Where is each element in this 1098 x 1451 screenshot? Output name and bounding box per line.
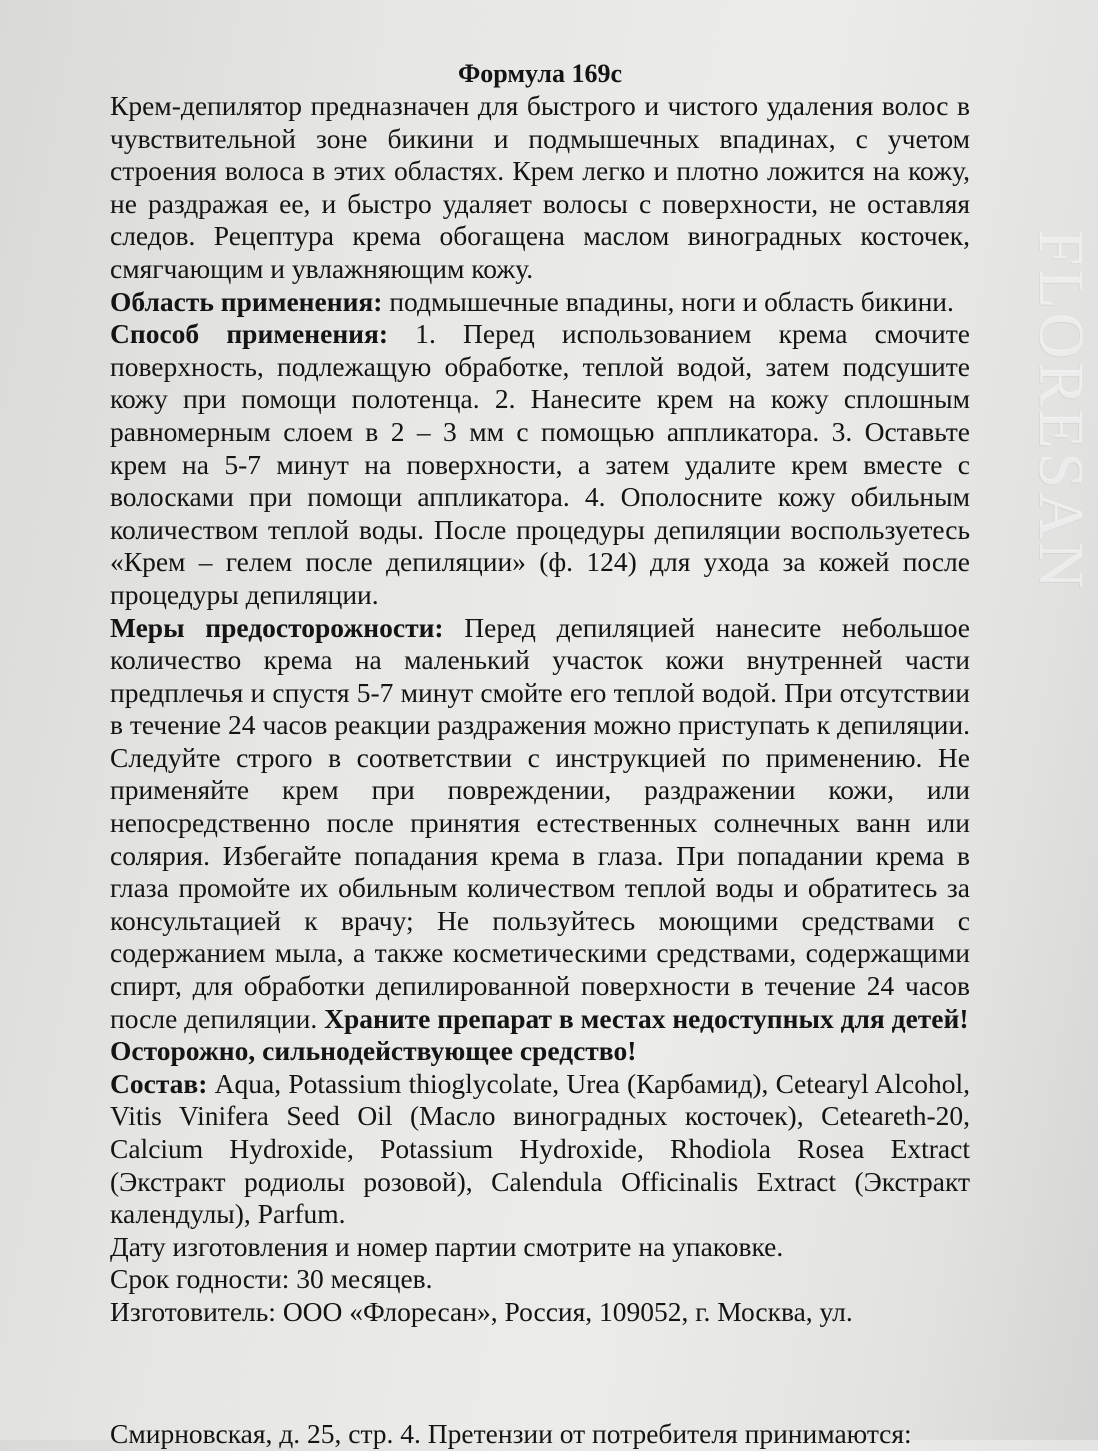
usage-method-text: 1. Перед использованием крема смочите поверхность, подлежащую обработке, теплой водой, затем подсушите кожу при помощи полотенца. 2. Нанесите крем на кожу сплошным равномерным слоем в 2 – 3 мм с помощью аппликатора. 3. Оставьте крем на 5-7 минут на поверхности, а затем удалите крем вместе с волосками при помощи аппликатора. 4. Ополосните кожу обильным количеством теплой воды. После процедуры депиляции воспользуетесь «Крем – гелем после депиляции» (ф. 124) для ухода за кожей после процедуры депиляции. bbox=[110, 318, 971, 610]
composition-label: Состав: bbox=[110, 1067, 208, 1099]
application-area bbox=[110, 286, 970, 319]
product-title: Формула 169с bbox=[457, 59, 623, 88]
usage-method bbox=[110, 318, 970, 611]
shelf-life: Срок годности: 30 месяцев. bbox=[110, 1263, 433, 1295]
batch-info: Дату изготовления и номер партии смотрите на упаковке. bbox=[110, 1230, 784, 1262]
precautions-label: Меры предосторожности: bbox=[110, 611, 444, 643]
precautions-text: Перед депиляцией нанесите небольшое количество крема на маленький участок кожи внутренней части предплечья и спустя 5-7 минут смойте его теплой водой. При отсутствии в течение 24 часов реакции раздражения можно приступать к депиляции. Следуйте строго в соответствии с инструкцией по применению. Не применяйте крем при повреждении, раздражении кожи, или непосредственно после принятия естественных солнечных ванн или солярия. Избегайте попадания крема в глаза. При попадании крема в глаза промойте их обильным количеством теплой воды и обратитесь за консультацией к врачу; Не пользуйтесь моющими средствами с содержанием мыла, а также косметическими средствами, содержащими спирт, для обработки депилированной поверхности в течение 24 часов после депиляции. bbox=[110, 611, 970, 1034]
storage-warning: Храните препарат в местах недоступных для детей! bbox=[324, 1002, 969, 1034]
composition bbox=[110, 1068, 970, 1231]
manufacturer-address-cut: Смирновская, д. 25, стр. 4. Претензии от потребителя принимаются: bbox=[110, 1418, 912, 1449]
intro-paragraph: Крем-депилятор предназначен для быстрого и чистого удаления волос в чувствительной зоне бикини и подмышечных впадинах, с учетом строения волоса в этих областях. Крем легко и плотно ложится на кожу, не раздражая ее, и быстро удаляет волосы с поверхности, не оставляя следов. Рецептура крема обогащена маслом виноградных косточек, смягчающим и увлажняющим кожу. bbox=[110, 90, 970, 284]
caution-warning: Осторожно, сильнодействующее средство! bbox=[110, 1035, 637, 1067]
brand-watermark: FLORESAN bbox=[1026, 230, 1097, 593]
precautions bbox=[110, 612, 970, 1036]
application-area-label: Область применения: bbox=[110, 285, 383, 317]
label-text bbox=[110, 58, 970, 1329]
application-area-text: подмышечные впадины, ноги и область бикини. bbox=[382, 285, 954, 317]
manufacturer: Изготовитель: ООО «Флоресан», Россия, 109052, г. Москва, ул. bbox=[110, 1295, 853, 1327]
composition-text: Aqua, Potassium thioglycolate, Urea (Карбамид), Cetearyl Alcohol, Vitis Vinifera Seed Oil (Масло виноградных косточек), Ceteareth-20, Calcium Hydroxide, Potassium Hydroxide, Rhodiola Rosea Extract (Экстракт родиолы розовой), Calendula Officinalis Extract (Экстракт календулы), Parfum. bbox=[110, 1067, 970, 1230]
usage-method-label: Способ применения: bbox=[110, 318, 389, 350]
